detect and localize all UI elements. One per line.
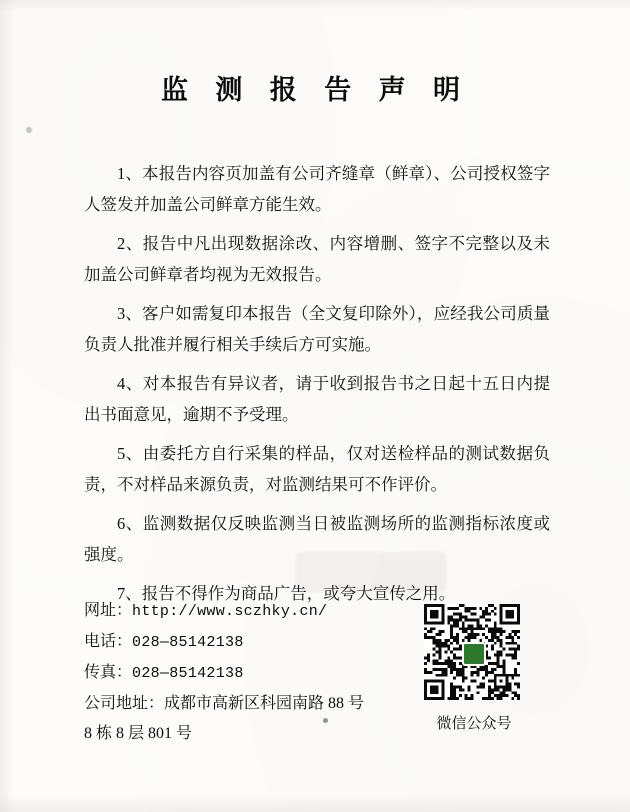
page-title: 监 测 报 告 声 明	[161, 75, 469, 106]
address-line-2: 8 栋 8 层 801 号	[84, 725, 193, 742]
qr-code-image	[424, 604, 520, 700]
phone-label: 电话：	[84, 633, 133, 650]
statement-paragraph-2: 2、报告中凡出现数据涂改、内容增删、签字不完整以及未加盖公司鲜章者均视为无效报告。	[84, 234, 550, 284]
website-value[interactable]: http://www.sczhky.cn/	[132, 603, 328, 620]
address-value: 成都市高新区科园南路 88 号	[164, 695, 365, 712]
contact-block	[84, 596, 414, 749]
wechat-qr-code[interactable]	[424, 604, 520, 700]
page-edge-shadow-left	[0, 0, 14, 812]
fax-line	[84, 658, 414, 689]
website-line	[84, 596, 414, 627]
phone-line	[84, 627, 414, 658]
page-edge-shadow-bottom	[0, 794, 630, 812]
statement-paragraph-7: 7、报告不得作为商品广告，或夸大宣传之用。	[117, 584, 456, 603]
statement-paragraph-6: 6、监测数据仅反映监测当日被监测场所的监测指标浓度或强度。	[84, 514, 550, 564]
page-edge-shadow-top	[0, 0, 630, 12]
statement-paragraph-3: 3、客户如需复印本报告（全文复印除外），应经我公司质量负责人批准并履行相关手续后方可实施。	[84, 304, 550, 354]
address-label: 公司地址：	[84, 695, 165, 712]
statement-paragraph-5: 5、由委托方自行采集的样品，仅对送检样品的测试数据负责，不对样品来源负责，对监测结果可不作评价。	[84, 444, 550, 494]
scan-artifact-dot-upper-left	[26, 127, 32, 133]
statement-body	[84, 158, 550, 617]
phone-value: 028—85142138	[132, 634, 244, 651]
fax-label: 传真：	[84, 664, 133, 681]
website-label: 网址：	[84, 602, 133, 619]
statement-paragraph-1: 1、本报告内容页加盖有公司齐缝章（鲜章）、公司授权签字人签发并加盖公司鲜章方能生效。	[84, 164, 550, 214]
address-line	[84, 689, 414, 719]
statement-paragraph-4: 4、对本报告有异议者，请于收到报告书之日起十五日内提出书面意见，逾期不予受理。	[84, 374, 550, 424]
qr-code-caption: 微信公众号	[436, 716, 512, 732]
qr-code-center-logo	[462, 642, 486, 666]
fax-value: 028—85142138	[132, 665, 244, 682]
